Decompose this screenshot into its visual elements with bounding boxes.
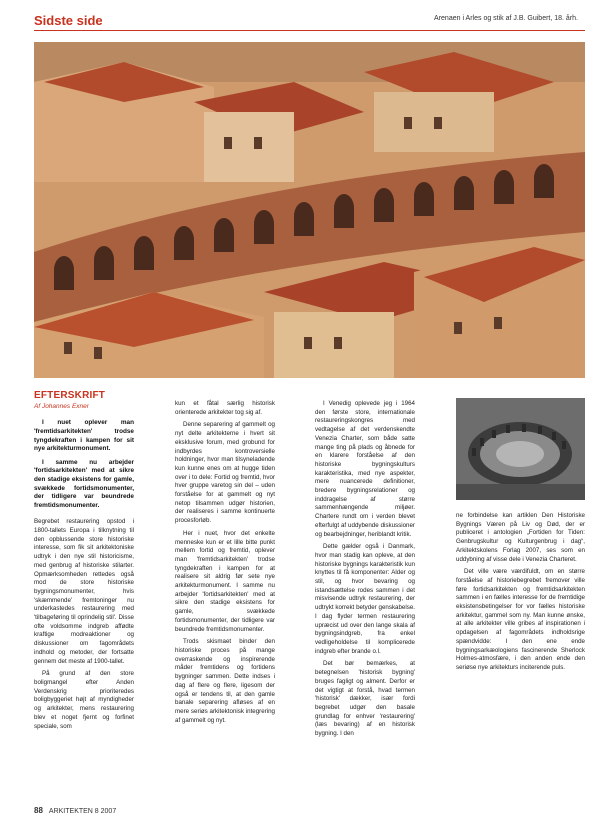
body-paragraph: Begrebet restaurering opstod i 1800-tallets Europa i tilknytning til den opblussende store historiske interesse, som fik sit arkitektoniske udtryk i den nye stil historicisme, med genbrug af historiske stilarter. Opmærksomheden rettedes også mod de store historiske bygningsmonumenter, hvis 'skæmmende' fremtoninger nu underkastedes restaurering med 'tilbageføring til oprindelig stil'. Disse ofte voldsomme indgreb affødte kraftige modreaktioner og diskussioner om fagområdets indhold og metoder, der fortsatte gennem det meste af 1900-tallet. — [34, 518, 134, 665]
lead-paragraph: I nuet oplever man 'fremtidsarkitekten' trodse tyngdekraften i kampen for sit nye arkitekturmonument. — [34, 419, 134, 453]
column-1 — [34, 392, 134, 735]
article-heading: EFTERSKRIFT — [34, 390, 106, 401]
body-paragraph: Det ville være værdifuldt, om en større forståelse af historiebegrebet fremover ville føre fortidsarkitekten og fremtidsarkitekten sammen i en fælles interesse for de fremtidige eksistensbetingelser for vor fælles historiske arkitektur, gammel som ny. Man kunne ønske, at alle arkitekter ville gribes af inspirationen i opdagelsen af fagområdets indholdsrige spændvidde: I den ene ende bygningsarkæologiens fascinerende Sherlock Holmes-atmosfære, i den anden ende den seriøse nye arkitekturs inciterende puls. — [456, 568, 585, 671]
column-3 — [315, 400, 415, 743]
image-caption: Arenaen i Arles og stik af J.B. Guibert, 18. årh. — [434, 15, 578, 22]
body-paragraph: Her i nuet, hvor det enkelte menneske kun er et lille bitte punkt mellem fortid og fremtid, oplever man 'fremtidsarkitekten' trodse tyngdekraften i kampen for at realisere sit aldrig før sete nye arkitekturmonument. I samme nu arbejder 'fortidsarkitekten' med at sikre den stadige eksistens for gamle, svækkede fortidsmonumenter, der tidligere var beundrede fremtidsmonumenter. — [175, 529, 275, 633]
page-footer — [34, 806, 116, 815]
page-number: 88 — [34, 806, 43, 815]
body-paragraph: På grund af den store boligmangel efter Anden Verdenskrig prioriteredes boligbyggeriet højt af myndigheder og arkitekter, mens restaurering blev et noget fjernt og forfinet speciale, som — [34, 670, 134, 730]
arena-photo — [456, 398, 585, 500]
body-paragraph: kun et fåtal særlig historisk orienterede arkitekter tog sig af. — [175, 400, 275, 416]
article-byline: Af Johannes Exner — [34, 402, 89, 410]
lead-paragraph: I samme nu arbejder 'fortidsarkitekten' med at sikre den stadige eksistens for gamle, svækkede fortidsmonumenter, der tidligere var beundrede fremtidsmonumenter. — [34, 458, 134, 509]
section-title: Sidste side — [34, 13, 103, 28]
arena-engraving-image — [34, 42, 585, 378]
article-lead — [34, 419, 134, 510]
body-paragraph: ne forbindelse kan artiklen Den Historiske Bygnings Væren på Liv og Død, der er publiceret i antologien „Fortiden for Tiden: Genbrugskultur og Kulturgenbrug i dag“, Arkitektskolens Forlag 2007, ses som en uddybning af visse dele i Venezia Charteret. — [456, 512, 585, 563]
body-paragraph: Det bør bemærkes, at betegnelsen 'historisk bygning' bruges fagligt og alment. Derfor er det vigtigt at forstå, hvad termen 'historisk' dækker, især fordi begrebet udgør den basale grundlag for enhver 'restaurering' (læs bevaring) af en historisk bygning. I den — [315, 660, 415, 738]
column-4 — [456, 512, 585, 677]
header-rule — [34, 30, 585, 31]
body-paragraph: Trods skismaet binder den historiske proces på mange overraskende og inspirerende måder fremtidens og fortidens bygninger sammen. Dette indses i dag af flere og flere, ligesom der også er tendens til, at den gamle banale separering afløses af en mere seriøs arkitektonisk integrering af gammelt og nyt. — [175, 638, 275, 724]
body-paragraph: Denne separering af gammelt og nyt delte arkitekterne i hvert sit eksklusive forum, med grobund for indbyrdes kontroversielle holdninger, hvor man tilsyneladende kun kunne enes om at hugge tiden over i to dele: Fortid og fremtid, hvor hver gruppe varetog sin del – uden forståelse for at gammelt og nyt netop tilsammen udgør historien, der realiseres i samme kontinuerte procesforløb. — [175, 421, 275, 525]
body-paragraph: I Venedig oplevede jeg i 1964 den første store, internationale restaureringskongres med vedtagelse af det verdenskendte Venezia Charter, som både satte mange ting på plads og åbnede for en klarere forståelse af den historiske bygningskulturs karakteristika, med nye aspekter, mere nuancerede definitioner, bredere bygningsrelationer og inddragelse af større sammenhængende miljøer. Chartere rundt om i verden blevet efterfulgt af uddybende diskussioner og bearbejdninger, heriblandt kritik. — [315, 400, 415, 538]
column-2 — [175, 400, 275, 729]
publication-name: ARKITEKTEN 8 2007 — [48, 808, 117, 815]
body-paragraph: Dette gælder også i Danmark, hvor man stadig kan opleve, at den historiske bygnings karakteristik kun knyttes til få komponenter: Alder og stil, og hvor bevaring og istandsættelse rodes sammen i det misvisende udtryk restaurering, der udtrykt korrekt betyder genskabelse. I dag flyder termen restaurering upræcist ud over den lange skala af bygningsindgreb, fra enkel vedligeholdelse til komplicerede indgreb efter brande o.l. — [315, 543, 415, 655]
